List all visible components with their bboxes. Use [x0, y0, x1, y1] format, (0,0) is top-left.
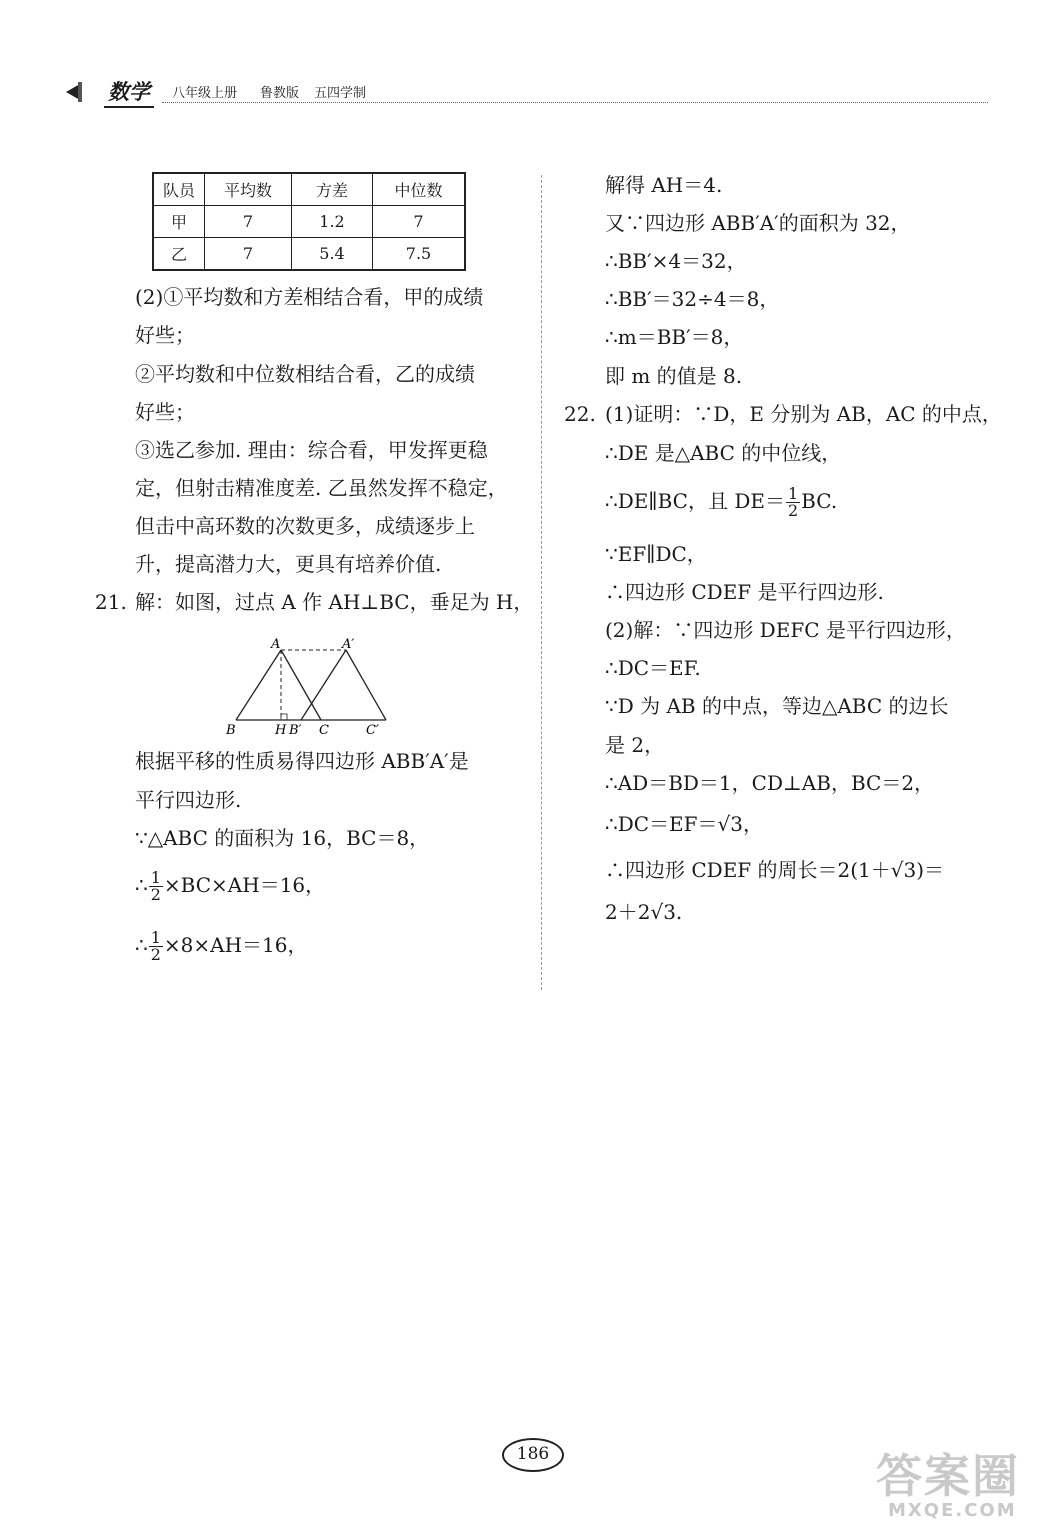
- answer-line: 根据平移的性质易得四边形 ABB′A′是: [135, 749, 469, 773]
- equation-text: ×BC×AH＝16，: [163, 873, 326, 897]
- segment-ac: [281, 650, 321, 720]
- denominator: 2: [150, 945, 161, 964]
- fraction: [149, 930, 163, 963]
- answer-equation: [135, 930, 308, 963]
- answer-line: (2)解：∵四边形 DEFC 是平行四边形，: [605, 618, 966, 642]
- answer-line: ∴DC＝EF＝√3，: [605, 812, 764, 836]
- answer-line: ∴AD＝BD＝1，CD⊥AB，BC＝2，: [605, 771, 935, 795]
- denominator: 2: [150, 885, 161, 904]
- answer-line: 解：如图，过点 A 作 AH⊥BC，垂足为 H，: [135, 590, 534, 614]
- label-a-prime: A′: [342, 637, 355, 652]
- label-b: B: [226, 723, 236, 738]
- page-header: [66, 76, 988, 106]
- label-c: C: [319, 723, 329, 738]
- answer-line: ∴四边形 CDEF 是平行四边形.: [605, 580, 884, 604]
- label-b-prime: B′: [289, 723, 302, 738]
- answer-line: (1)证明：∵D，E 分别为 AB，AC 的中点，: [605, 402, 1002, 426]
- question-number: 21.: [95, 590, 127, 614]
- label-a: A: [271, 637, 281, 652]
- answer-line: 好些；: [135, 323, 195, 347]
- answer-line: ∴DC＝EF.: [605, 656, 701, 680]
- answer-line: ∵D 为 AB 的中点，等边△ABC 的边长: [605, 694, 949, 718]
- header-rule: [162, 102, 988, 103]
- table-cell: 7: [205, 238, 292, 271]
- answer-line: ∴四边形 CDEF 的周长＝2(1＋√3)＝: [605, 858, 945, 882]
- numerator: 1: [787, 484, 799, 503]
- segment-ab: [236, 650, 281, 720]
- grade-label: 八年级上册: [172, 86, 238, 101]
- page-number-text: 186: [516, 1444, 550, 1464]
- answer-line: 平行四边形.: [135, 788, 242, 812]
- answer-line: 升，提高潜力大，更具有培养价值.: [135, 552, 442, 576]
- edition-label: 鲁教版: [260, 86, 300, 101]
- answer-line: 解得 AH＝4.: [605, 173, 723, 197]
- table-header-cell: 平均数: [205, 173, 292, 206]
- page-number: [502, 1438, 568, 1476]
- answer-equation: [135, 870, 325, 903]
- answer-line: 但击中高环数的次数更多，成绩逐步上: [135, 514, 475, 538]
- denominator: 2: [787, 501, 799, 520]
- answer-line: 又∵四边形 ABB′A′的面积为 32，: [605, 211, 911, 235]
- table-header-cell: 队员: [153, 173, 205, 206]
- answer-line: ∴m＝BB′＝8，: [605, 325, 744, 349]
- fraction: [149, 870, 163, 903]
- bar-icon: [78, 82, 82, 102]
- table-cell: 7: [205, 206, 292, 238]
- fraction: [786, 486, 800, 519]
- table-cell: 1.2: [292, 206, 373, 238]
- answer-line: ∵△ABC 的面积为 16，BC＝8，: [135, 826, 430, 850]
- question-number: 22.: [564, 402, 596, 426]
- numerator: 1: [150, 868, 161, 887]
- answer-line: ③选乙参加. 理由：综合看，甲发挥更稳: [135, 438, 488, 462]
- stats-table: [152, 172, 466, 271]
- table-cell: 5.4: [292, 238, 373, 271]
- table-header-cell: 中位数: [373, 173, 466, 206]
- therefore-sign: ∴: [135, 933, 148, 957]
- table-cell: 7: [373, 206, 466, 238]
- answer-line: 2＋2√3.: [605, 900, 683, 924]
- table-header-row: [153, 173, 465, 206]
- label-h: H: [275, 723, 287, 738]
- subject-logo: 数学: [104, 76, 154, 108]
- numerator: 1: [150, 928, 161, 947]
- answer-line: ②平均数和中位数相结合看，乙的成绩: [135, 362, 475, 386]
- table-row: [153, 206, 465, 238]
- answer-line: ∵EF∥DC，: [605, 542, 707, 566]
- answer-line: ∴BB′×4＝32，: [605, 249, 747, 273]
- system-label: 五四学制: [314, 86, 367, 101]
- answer-line: (2)①平均数和方差相结合看，甲的成绩: [135, 285, 484, 309]
- answer-line: 好些；: [135, 400, 195, 424]
- equation-text: BC.: [801, 489, 838, 513]
- therefore-sign: ∴: [135, 873, 148, 897]
- answer-line: 是 2，: [605, 733, 665, 757]
- segment-a2c2: [346, 650, 386, 720]
- table-cell: 乙: [153, 238, 205, 271]
- answer-line: 即 m 的值是 8.: [605, 364, 743, 388]
- translation-figure: [218, 630, 393, 740]
- answer-line: ∴BB′＝32÷4＝8，: [605, 287, 780, 311]
- table-header-cell: 方差: [292, 173, 373, 206]
- watermark-logo-text: 答案圈: [876, 1449, 1020, 1503]
- equation-text: ∴DE∥BC，且 DE＝: [605, 489, 785, 513]
- answer-line: 定，但射击精准度差. 乙虽然发挥不稳定，: [135, 476, 508, 500]
- table-cell: 7.5: [373, 238, 466, 271]
- column-divider: [541, 175, 542, 990]
- equation-text: ×8×AH＝16，: [163, 933, 308, 957]
- right-angle-mark: [281, 714, 287, 720]
- table-row: [153, 238, 465, 271]
- answer-equation: [605, 486, 837, 519]
- watermark-url: MXQE.COM: [888, 1500, 1017, 1521]
- watermark: [870, 1440, 1020, 1528]
- segment-a2b2: [301, 650, 346, 720]
- table-cell: 甲: [153, 206, 205, 238]
- label-c-prime: C′: [366, 723, 379, 738]
- answer-line: ∴DE 是△ABC 的中位线，: [605, 441, 842, 465]
